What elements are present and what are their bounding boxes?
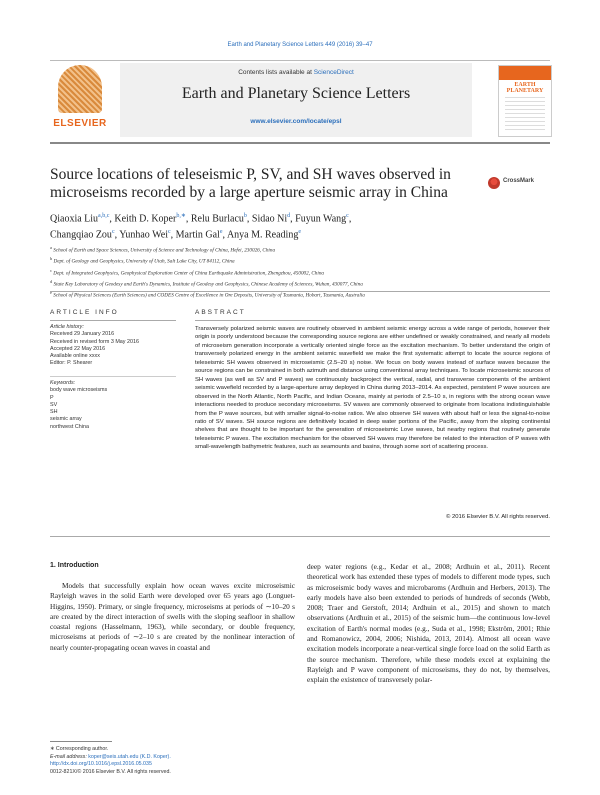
abstract-bottom-divider xyxy=(50,536,550,537)
affiliation-marker: b xyxy=(50,256,53,262)
affiliation-text: Dept. of Geology and Geophysics, University of Utah, Salt Lake City, UT 84112, China xyxy=(53,259,235,266)
cover-title: EARTH PLANETARY xyxy=(506,82,544,94)
elsevier-tree-icon xyxy=(58,65,102,113)
footnotes xyxy=(50,746,295,776)
affiliations xyxy=(50,244,550,301)
author-affiliation-marker[interactable]: b xyxy=(243,213,247,219)
keyword-item: seismic array xyxy=(50,416,82,423)
journal-banner xyxy=(120,63,472,137)
affiliations-divider xyxy=(50,291,550,292)
author-affiliation-marker[interactable]: c xyxy=(167,228,171,235)
affiliation-marker: e xyxy=(50,290,52,296)
elsevier-logo xyxy=(50,63,110,135)
author-name: Yunhao Wei xyxy=(119,229,168,241)
keyword-item: SH xyxy=(50,409,58,416)
cover-lines xyxy=(505,96,545,130)
body-column-left xyxy=(50,562,295,653)
contents-line xyxy=(120,69,472,76)
history-item: Received in revised form 3 May 2016 xyxy=(50,338,139,345)
history-item: Available online xxxx xyxy=(50,353,100,360)
article-info-divider xyxy=(50,320,176,321)
sciencedirect-link[interactable]: ScienceDirect xyxy=(313,69,354,76)
history-label: Article history: xyxy=(50,324,84,330)
history-item: Editor: P. Shearer xyxy=(50,360,93,367)
contents-prefix: Contents lists available at xyxy=(238,69,314,76)
issn-line: 0012-821X/© 2016 Elsevier B.V. All rights reserved. xyxy=(50,768,171,775)
header-divider xyxy=(50,142,550,144)
affiliation-marker: a xyxy=(50,245,52,250)
email-label: E-mail address: xyxy=(50,753,87,760)
history-item: Received 29 January 2016 xyxy=(50,331,115,338)
top-divider xyxy=(50,60,550,61)
corresponding-author-note: ∗ Corresponding author. xyxy=(50,746,109,752)
affiliation-text: Dept. of Integrated Geophysics, Geophysical Exploration Center of China Earthquake Administration, Zhengzhou, 450002, China xyxy=(53,270,325,277)
affiliation-text: State Key Laboratory of Geodesy and Earth's Dynamics, Institute of Geodesy and Geophysics, Chinese Academy of Sciences, Wuhan, 430077, China xyxy=(53,281,363,288)
intro-paragraph-left: Models that successfully explain how ocean waves excite microseismic Rayleigh waves in the solid Earth were developed over 65 years ago (Longuet-Higgins, 1950). Primary, or single frequency, microseisms at periods of ∼10–20 s are created by the direct interaction of swells with the sloping seafloor in shallow coastal regions (Hasselmann, 1963), while secondary, or double frequency, microseisms at periods of ∼2–10 s are created by the nonlinear interaction of nearly counter-propagating ocean waves in coastal and xyxy=(50,581,295,652)
author-name: Fuyun Wang xyxy=(295,213,347,225)
affiliation-item xyxy=(50,244,550,255)
keywords-list xyxy=(50,387,176,431)
author-affiliation-marker[interactable]: e xyxy=(219,228,223,235)
author-affiliation-marker[interactable]: c xyxy=(346,213,349,219)
affiliation-item xyxy=(50,255,550,266)
author-affiliation-marker[interactable]: d xyxy=(287,213,291,219)
abstract-text: Transversely polarized seismic waves are routinely observed in ambient seismic energy across a wide range of periods, however their origin is poorly understood because the corresponding source regions are either undefined or weakly constrained, and nearly all models of microseism generation incorporate a vertically oriented single force as the excitation mechanism. To better understand the origin of transversely polarized energy in the ambient seismic wavefield we make the first systematic attempt to locate the source regions of teleseismic SH waves observed in microseismic (2.5–20 s) noise. We focus on body waves instead of surface waves because the source regions can be constrained in both azimuth and distance using conventional array techniques. To locate microseismic sources of SH waves (as well as SV and P waves) we continuously backproject the vertical, radial, and transverse components of the ambient seismic wavefield recorded by a large-aperture array deployed in China during 2013–2014. As expected, persistent P wave sources are observed in the North Atlantic, North Pacific, and Indian Oceans, mainly at periods of 2.5–10 s, in regions with the strong ocean wave interactions needed to produce secondary microseisms. SV waves are commonly observed to originate from locations indistinguishable from the P wave sources, but with smaller signal-to-noise ratios. We also observe SH waves with about half or less the signal-to-noise ratio of SV waves. SH source regions are definitively located in deep water portions of the Pacific, away from the sloping continental shelves that are thought to be important for the generation of microseismic Love waves, but nearby regions that routinely generate teleseismic P waves. The excitation mechanism for the observed SH waves may therefore be related to the interaction of P waves with small-wavelength bathymetric features, such as seamounts and basins, through some sort of scattering process. xyxy=(195,326,550,451)
email-link[interactable]: koper@seis.utah.edu (K.D. Koper). xyxy=(88,753,171,760)
author-name: Qiaoxia Liu xyxy=(50,213,99,225)
journal-reference[interactable]: Earth and Planetary Science Letters 449 (2016) 39–47 xyxy=(227,42,373,48)
history-divider xyxy=(50,376,176,377)
author-affiliation-marker[interactable]: e xyxy=(298,228,301,235)
journal-cover-image xyxy=(498,65,552,137)
footnote-divider xyxy=(50,741,112,742)
author-name: Relu Burlacu xyxy=(190,213,244,225)
affiliation-text: School of Earth and Space Sciences, University of Science and Technology of China, Hefei, 230026, China xyxy=(53,247,276,254)
keyword-item: P xyxy=(50,394,54,401)
author-name: Anya M. Reading xyxy=(226,229,299,241)
author-name: Keith D. Koper xyxy=(114,213,177,225)
article-history xyxy=(50,324,176,368)
email-line xyxy=(50,754,295,762)
affiliation-text: School of Physical Sciences (Earth Sciences) and CODES Centre of Excellence in Ore Deposits, University of Tasmania, Hobart, Tasmania, Australia xyxy=(53,293,365,300)
intro-paragraph-right: deep water regions (e.g., Kedar et al., 2008; Ardhuin et al., 2011). Recent theoretical work has extended these types of models to different mode types, such as microseismic body waves and microbaroms (Ardhuin and Herbers, 2013). The early models have also been extended to periods of hundreds of seconds (Webb, 2008; Traer and Gerstoft, 2014; Ardhuin et al., 2015) and shown to match observations (Ardhuin et al., 2015) of the seismic hum—the continuous low-level excitation of Earth's normal modes (e.g., Suda et al., 1998; Ekström, 2001; Rhie and Romanowicz, 2004, 2006; Nishida, 2013, 2014). Almost all ocean wave excitation models incorporate a near-vertical single force load on the solid Earth as the source mechanism. Therefore, while these models excel at explaining the Rayleigh and P wave component of microseisms, they do not, by themselves, explain the existence of transversely polar- xyxy=(307,562,550,685)
journal-header xyxy=(50,63,550,138)
cover-band xyxy=(499,66,551,80)
history-item: Accepted 22 May 2016 xyxy=(50,345,106,352)
crossmark-badge[interactable] xyxy=(488,177,546,191)
publisher-name: ELSEVIER xyxy=(53,118,107,129)
author-line-2: Changqiao Zou$^c$, Yunhao Wei$^c$, Martin Gal$^e$, Anya M. Reading$^e$ xyxy=(50,228,301,241)
author-affiliation-marker[interactable]: c xyxy=(111,228,115,235)
body-column-right xyxy=(307,562,550,686)
doi-link[interactable]: http://dx.doi.org/10.1016/j.epsl.2016.05.035 xyxy=(50,761,152,768)
affiliation-item xyxy=(50,278,550,289)
abstract-divider xyxy=(195,320,550,321)
keywords-label: Keywords: xyxy=(50,380,76,386)
crossmark-label: CrossMark xyxy=(503,178,535,184)
keyword-item: SV xyxy=(50,401,58,408)
author-name: Changqiao Zou xyxy=(50,229,112,241)
author-line-1: Qiaoxia Liu$^{a,b,c}$, Keith D. Koper$^{b,∗}$, Relu Burlacu$^b$, Sidao Ni$^d$, Fuyun Wang$^c$, xyxy=(50,213,352,225)
author-name: Martin Gal xyxy=(175,229,220,241)
author-name: Sidao Ni xyxy=(251,213,288,225)
affiliation-marker: d xyxy=(50,278,53,284)
keyword-item: body wave microseisms xyxy=(50,387,108,394)
affiliation-item xyxy=(50,267,550,278)
article-info-heading: ARTICLE INFO xyxy=(50,309,119,316)
author-affiliation-marker[interactable]: b,∗ xyxy=(176,213,186,219)
author-list xyxy=(50,210,550,242)
author-affiliation-marker[interactable]: a,b,c xyxy=(98,213,110,219)
journal-homepage-link[interactable]: www.elsevier.com/locate/epsl xyxy=(250,118,342,125)
keyword-item: northwest China xyxy=(50,423,89,430)
abstract-copyright: © 2016 Elsevier B.V. All rights reserved. xyxy=(446,514,550,520)
article-title: Source locations of teleseismic P, SV, and SH waves observed in microseisms recorded by a large aperture seismic array in China xyxy=(50,166,451,201)
history-list xyxy=(50,331,176,367)
section-heading-introduction: 1. Introduction xyxy=(50,562,99,569)
crossmark-icon xyxy=(488,177,500,189)
journal-title: Earth and Planetary Science Letters xyxy=(181,85,411,102)
abstract-heading: ABSTRACT xyxy=(195,309,246,316)
affiliation-marker: c xyxy=(50,267,52,273)
keywords-block xyxy=(50,380,176,431)
